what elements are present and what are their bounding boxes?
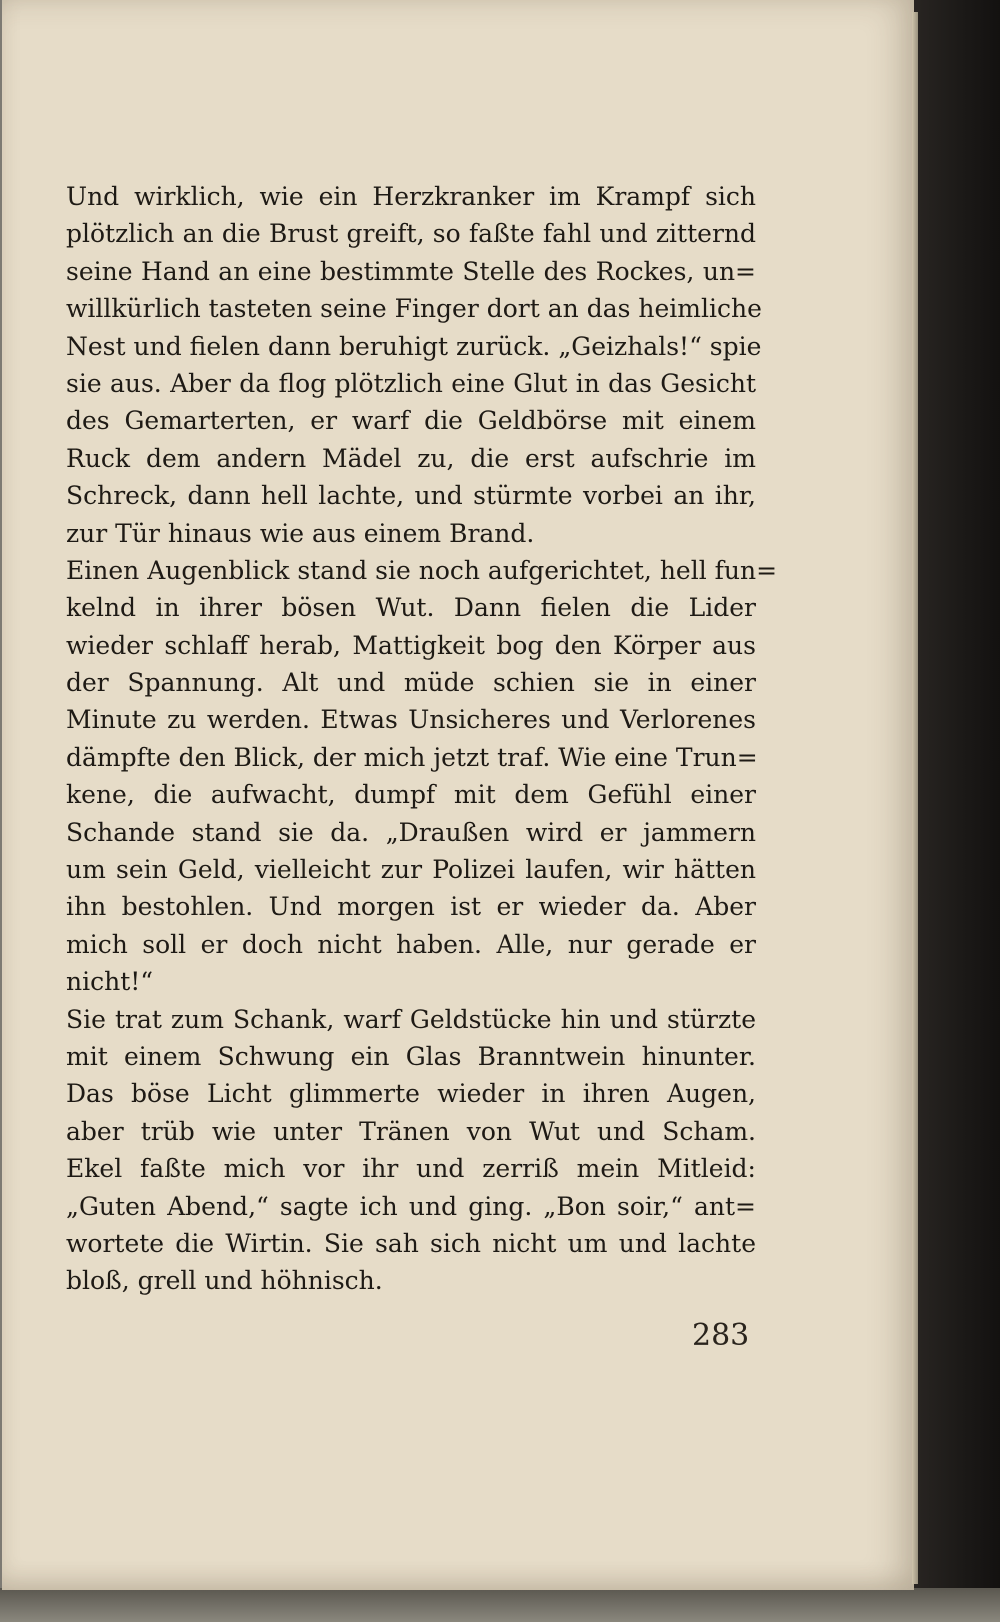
text-line: Einen Augenblick stand sie noch aufgerichtet, hell fun=	[66, 555, 778, 585]
text-line: Ruck dem andern Mädel zu, die erst aufschrie im	[66, 443, 756, 473]
table-surface	[0, 1588, 1000, 1622]
text-line: der Spannung. Alt und müde schien sie in einer	[66, 668, 756, 698]
text-line: Ekel faßte mich vor ihr und zerriß mein Mitleid:	[66, 1154, 756, 1184]
text-line: mit einem Schwung ein Glas Branntwein hinunter.	[66, 1041, 756, 1071]
text-line: mich soll er doch nicht haben. Alle, nur gerade er	[66, 929, 756, 959]
text-line: dämpfte den Blick, der mich jetzt traf. Wie eine Trun=	[66, 742, 758, 772]
text-line: wortete die Wirtin. Sie sah sich nicht um und lachte	[66, 1228, 756, 1258]
text-line: plötzlich an die Brust greift, so faßte fahl und zitternd	[66, 219, 756, 249]
text-line: sie aus. Aber da flog plötzlich eine Glut in das Gesicht	[66, 368, 756, 398]
book-page	[2, 0, 914, 1590]
text-line: aber trüb wie unter Tränen von Wut und Scham.	[66, 1116, 756, 1146]
paragraph-last-line: zur Tür hinaus wie aus einem Brand.	[66, 518, 535, 548]
text-line: um sein Geld, vielleicht zur Polizei laufen, wir hätten	[66, 855, 756, 885]
text-line: kene, die aufwacht, dumpf mit dem Gefühl einer	[66, 780, 756, 810]
text-line: Und wirklich, wie ein Herzkranker im Krampf sich	[66, 182, 756, 211]
text-line: ihn bestohlen. Und morgen ist er wieder da. Aber	[66, 892, 756, 922]
text-line: des Gemarterten, er warf die Geldbörse mit einem	[66, 406, 756, 436]
text-line: willkürlich tasteten seine Finger dort an das heimliche	[66, 294, 762, 324]
text-line: Schreck, dann hell lachte, und stürmte vorbei an ihr,	[66, 481, 756, 511]
text-line: kelnd in ihrer bösen Wut. Dann fielen die Lider	[66, 593, 756, 623]
text-line: wieder schlaff herab, Mattigkeit bog den Körper aus	[66, 630, 756, 660]
paragraph-last-line: nicht!“	[66, 967, 154, 997]
text-line: Nest und fielen dann beruhigt zurück. „Geizhals!“ spie	[66, 331, 762, 361]
page-edge-shadow	[912, 12, 918, 1584]
text-line: Das böse Licht glimmerte wieder in ihren Augen,	[66, 1079, 756, 1109]
text-line: Minute zu werden. Etwas Unsicheres und Verlorenes	[66, 705, 756, 735]
text-line: seine Hand an eine bestimmte Stelle des Rockes, un=	[66, 256, 756, 286]
text-line: Schande stand sie da. „Draußen wird er jammern	[66, 817, 756, 847]
text-line: „Guten Abend,“ sagte ich und ging. „Bon soir,“ ant=	[66, 1191, 756, 1221]
paragraph-last-line: bloß, grell und höhnisch.	[66, 1266, 383, 1296]
page-number: 283	[692, 1318, 750, 1353]
dark-background-strip	[910, 0, 1000, 1622]
text-line: Sie trat zum Schank, warf Geldstücke hin und stürzte	[66, 1004, 756, 1034]
body-text	[66, 178, 778, 1300]
